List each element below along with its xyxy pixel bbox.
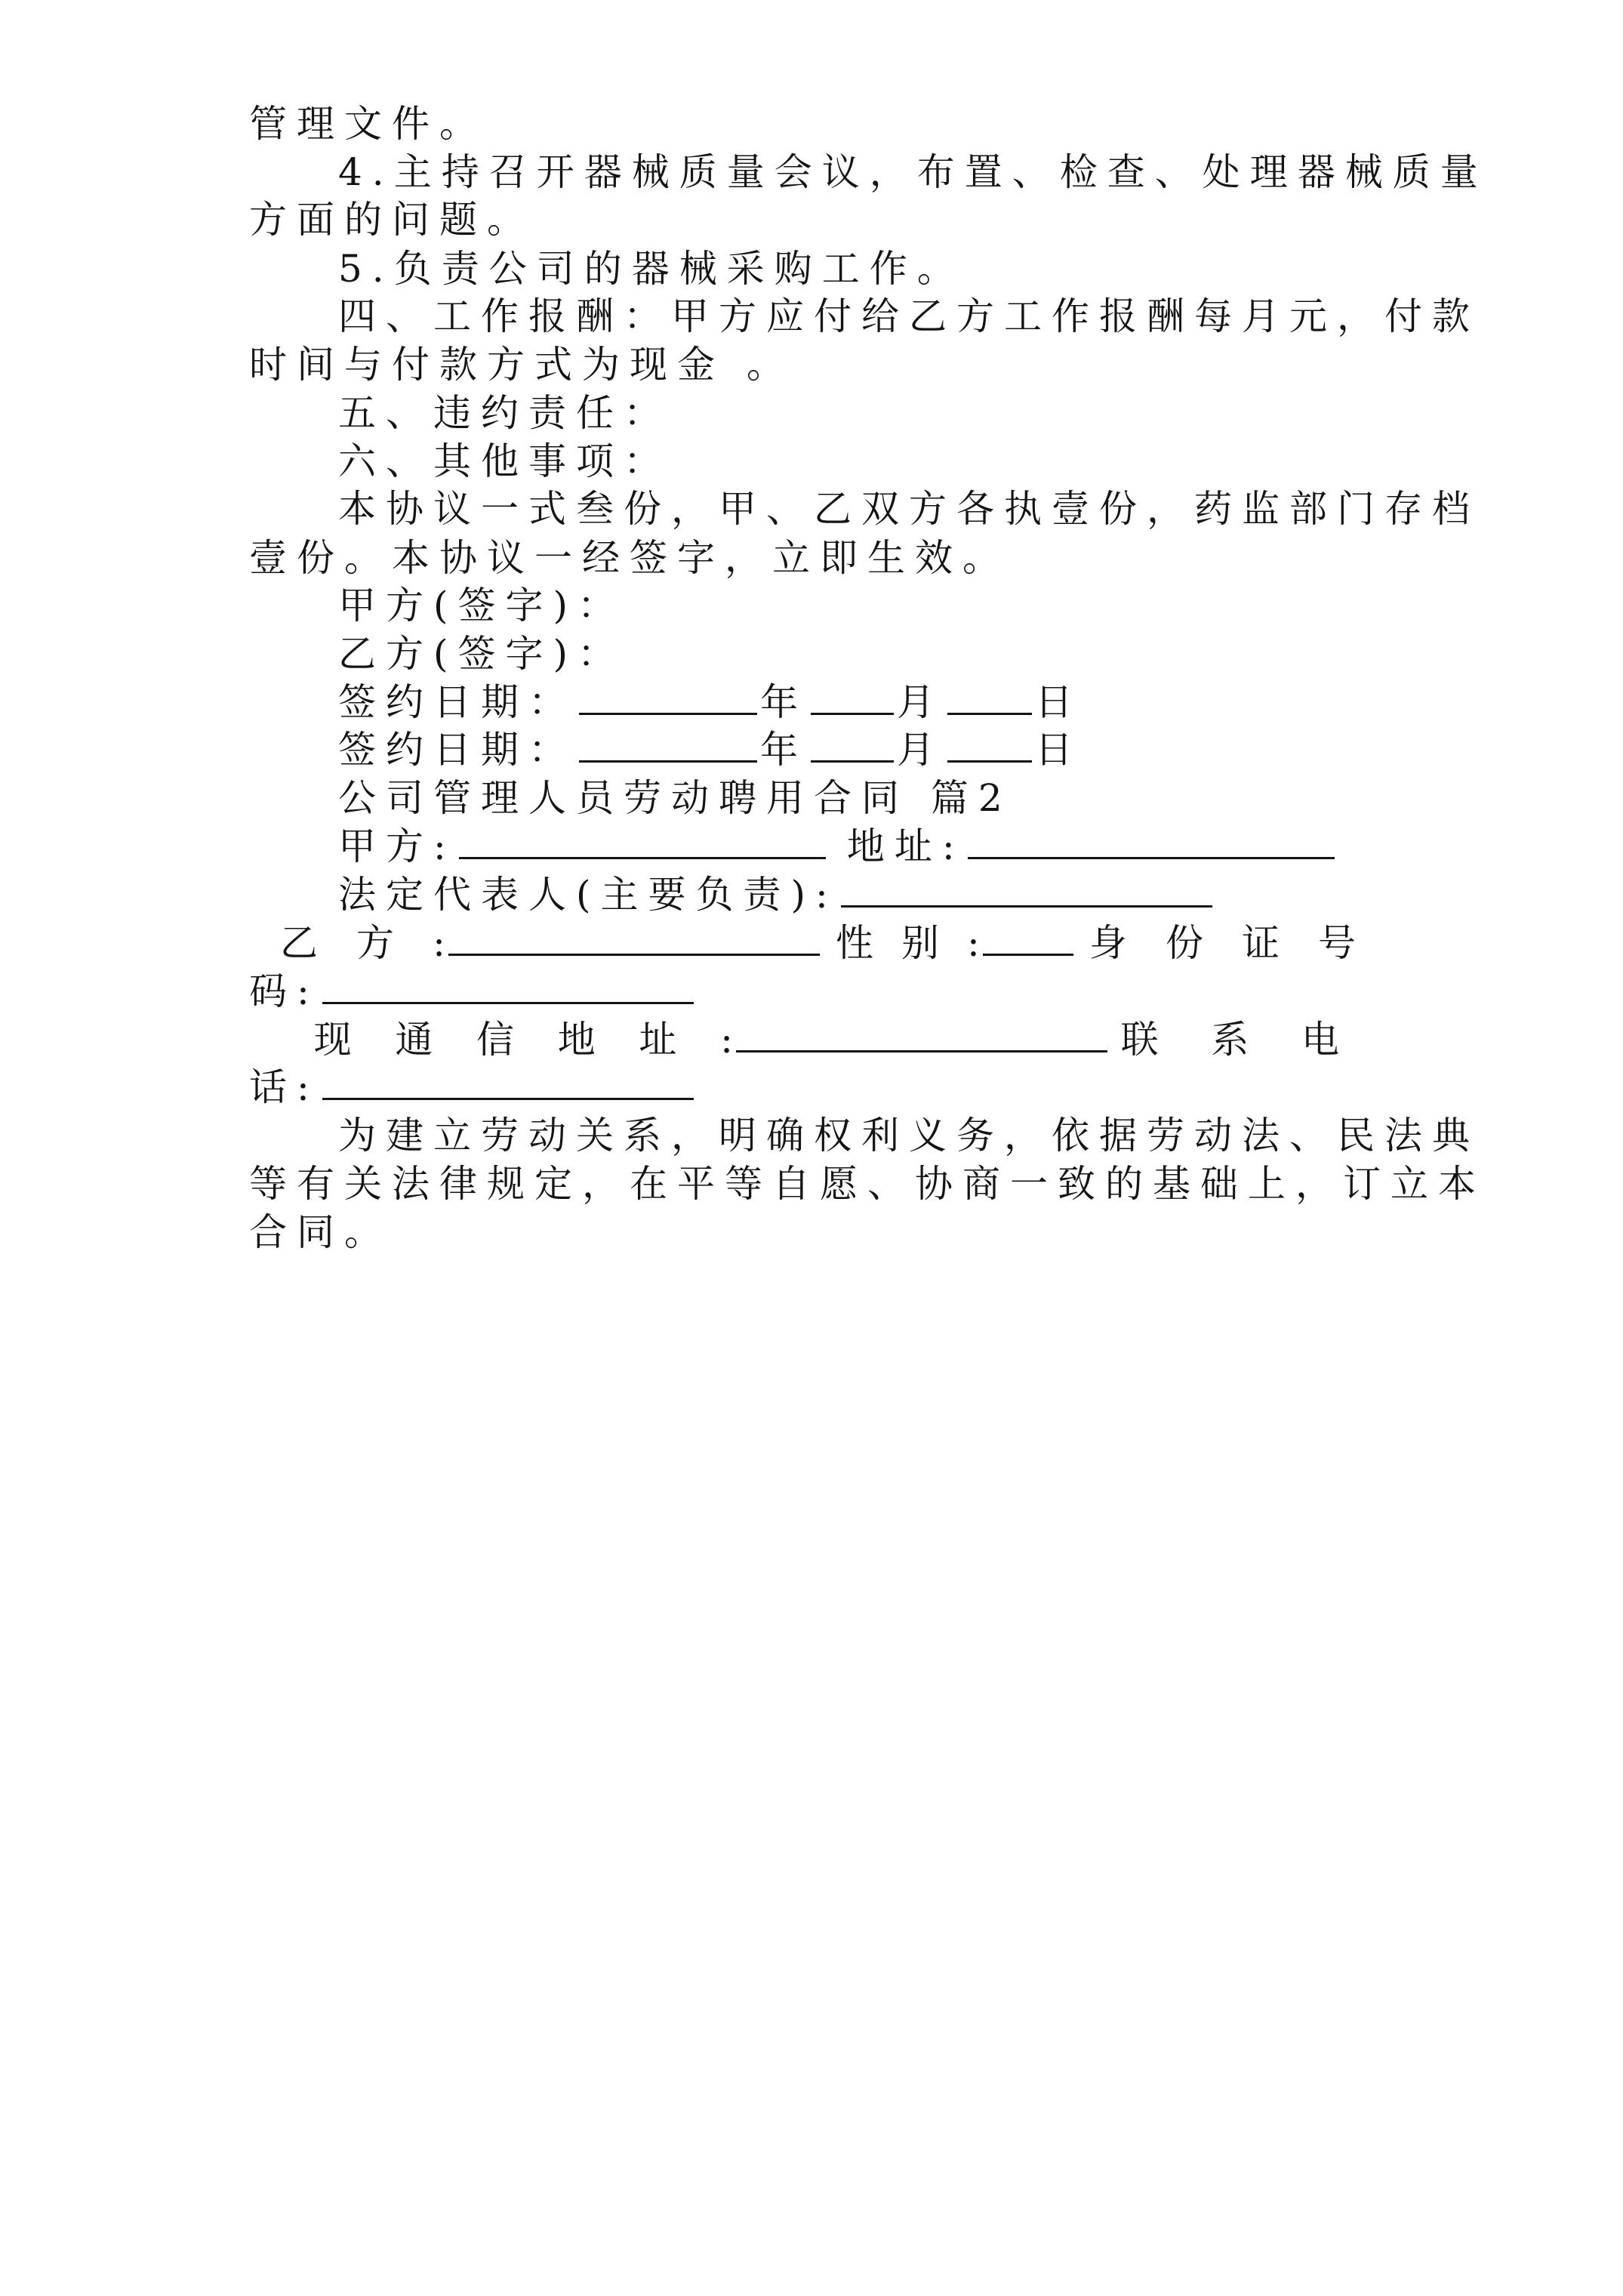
month-blank: [811, 727, 894, 763]
text-line: 方面的问题。: [249, 198, 534, 242]
gender-colon: :: [967, 921, 980, 965]
text-line: 时间与付款方式为现金 。: [249, 343, 794, 387]
contact-address-colon: :: [720, 1018, 733, 1062]
gender-blank: [983, 920, 1073, 956]
year-blank: [579, 727, 757, 763]
sign-date-label: 签约日期：: [338, 728, 576, 772]
phone-cont: 话:: [249, 1065, 319, 1109]
phone-blank: [322, 1065, 694, 1100]
day-label: 日: [1035, 728, 1083, 772]
legal-rep-blank: [841, 872, 1212, 908]
party-b-label: 乙方: [267, 921, 433, 965]
sign-date-label: 签约日期：: [338, 680, 576, 724]
text-line: 六、其他事项：: [338, 439, 671, 483]
year-label: 年: [760, 680, 808, 724]
text-line: 合同。: [249, 1210, 392, 1254]
text-line: 管理文件。: [249, 102, 487, 146]
month-label: 月: [897, 680, 944, 724]
text-line: 5.负责公司的器械采购工作。: [338, 247, 965, 291]
address-blank: [968, 824, 1335, 859]
month-blank: [811, 680, 894, 715]
id-number-cont: 码:: [249, 969, 319, 1013]
text-line: 甲方(签字)：: [338, 584, 626, 627]
text-line: 本协议一式叁份，甲、乙双方各执壹份，药监部门存档: [338, 487, 1480, 531]
phone-label: 联系电: [1110, 1018, 1381, 1062]
month-label: 月: [897, 728, 944, 772]
party-a-label: 甲方:: [338, 824, 456, 868]
text-line: 等有关法律规定，在平等自愿、协商一致的基础上，订立本: [249, 1162, 1486, 1206]
day-label: 日: [1035, 680, 1083, 724]
text-line: 五、违约责任：: [338, 391, 671, 435]
day-blank: [947, 727, 1032, 763]
address-label: 地址:: [846, 824, 965, 868]
party-b-colon: :: [433, 921, 445, 965]
contact-address-label: 现通信地址: [303, 1018, 721, 1062]
party-a-blank: [459, 824, 826, 859]
id-number-label: 身份证号: [1076, 921, 1382, 965]
text-line: 为建立劳动关系，明确权利义务，依据劳动法、民法典: [338, 1114, 1480, 1157]
party-b-blank: [448, 920, 820, 956]
text-line: 壹份。本协议一经签字，立即生效。: [249, 536, 1010, 580]
day-blank: [947, 680, 1032, 715]
gender-label: 性别: [822, 921, 968, 965]
year-label: 年: [760, 728, 808, 772]
year-blank: [579, 680, 757, 715]
text-line: 4.主持召开器械质量会议，布置、检查、处理器械质量: [338, 150, 1488, 194]
text-line: 四、工作报酬：甲方应付给乙方工作报酬每月元，付款: [338, 294, 1480, 338]
contact-address-blank: [736, 1017, 1107, 1052]
section-heading: 公司管理人员劳动聘用合同 篇2: [338, 776, 1012, 820]
legal-rep-label: 法定代表人(主要负责):: [338, 873, 838, 917]
text-line: 乙方(签字)：: [338, 632, 626, 676]
id-number-blank: [322, 969, 694, 1004]
